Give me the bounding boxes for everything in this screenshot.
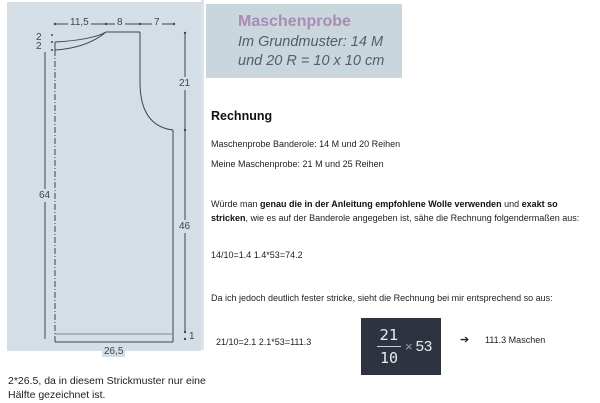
- dim-26-5: 26,5: [104, 346, 124, 357]
- dim-8: 8: [117, 17, 123, 28]
- fraction: [377, 326, 401, 367]
- dim-46: 46: [179, 221, 191, 232]
- numerator: 21: [379, 326, 399, 344]
- fraction-bar: [377, 346, 401, 347]
- factor: 53: [415, 338, 433, 355]
- gauge-line-2: und 20 R = 10 x 10 cm: [238, 53, 385, 69]
- my-calc-intro: Da ich jedoch deutlich fester stricke, sieht die Rechnung bei mir entsprechend so aus:: [211, 293, 553, 303]
- dim-2b: 2: [36, 41, 42, 52]
- gauge-line-1: Im Grundmuster: 14 M: [238, 34, 384, 50]
- dim-7: 7: [154, 17, 160, 28]
- result-stitches: 111.3 Maschen: [485, 335, 546, 345]
- pattern-schematic: [7, 2, 201, 357]
- calc-heading: Rechnung: [211, 109, 273, 123]
- gauge-card: [206, 4, 402, 78]
- denominator: 10: [379, 349, 399, 367]
- pattern-caption: 2*26.5, da in diesem Strickmuster nur eine Hälfte gezeichnet ist.: [8, 375, 206, 401]
- pattern-outline-drawing: [7, 2, 201, 351]
- gauge-title: Maschenprobe: [238, 13, 351, 30]
- my-calculation: 21/10=2.1 2.1*53=111.3: [216, 337, 312, 347]
- my-gauge: Meine Maschenprobe: 21 M und 25 Reihen: [211, 159, 384, 169]
- divider: [201, 0, 204, 350]
- dim-2a: 2: [36, 32, 42, 43]
- dim-64: 64: [39, 190, 51, 201]
- banderole-gauge: Maschenprobe Banderole: 14 M und 20 Reihen: [211, 139, 401, 149]
- dim-11-5: 11,5: [70, 17, 89, 28]
- standard-calculation: 14/10=1.4 1.4*53=74.2: [211, 250, 303, 260]
- dim-1: 1: [189, 331, 195, 342]
- dim-21: 21: [179, 78, 191, 89]
- times-icon: ×: [405, 339, 413, 354]
- arrow-right-icon: ➔: [460, 334, 470, 346]
- formula-box: [361, 318, 441, 375]
- explanation-paragraph: Würde man genau die in der Anleitung empfohlene Wolle verwenden und exakt so stricken, wie es auf der Banderole angegeben ist, sähe die Rechnung folgendermaßen aus:: [211, 199, 580, 223]
